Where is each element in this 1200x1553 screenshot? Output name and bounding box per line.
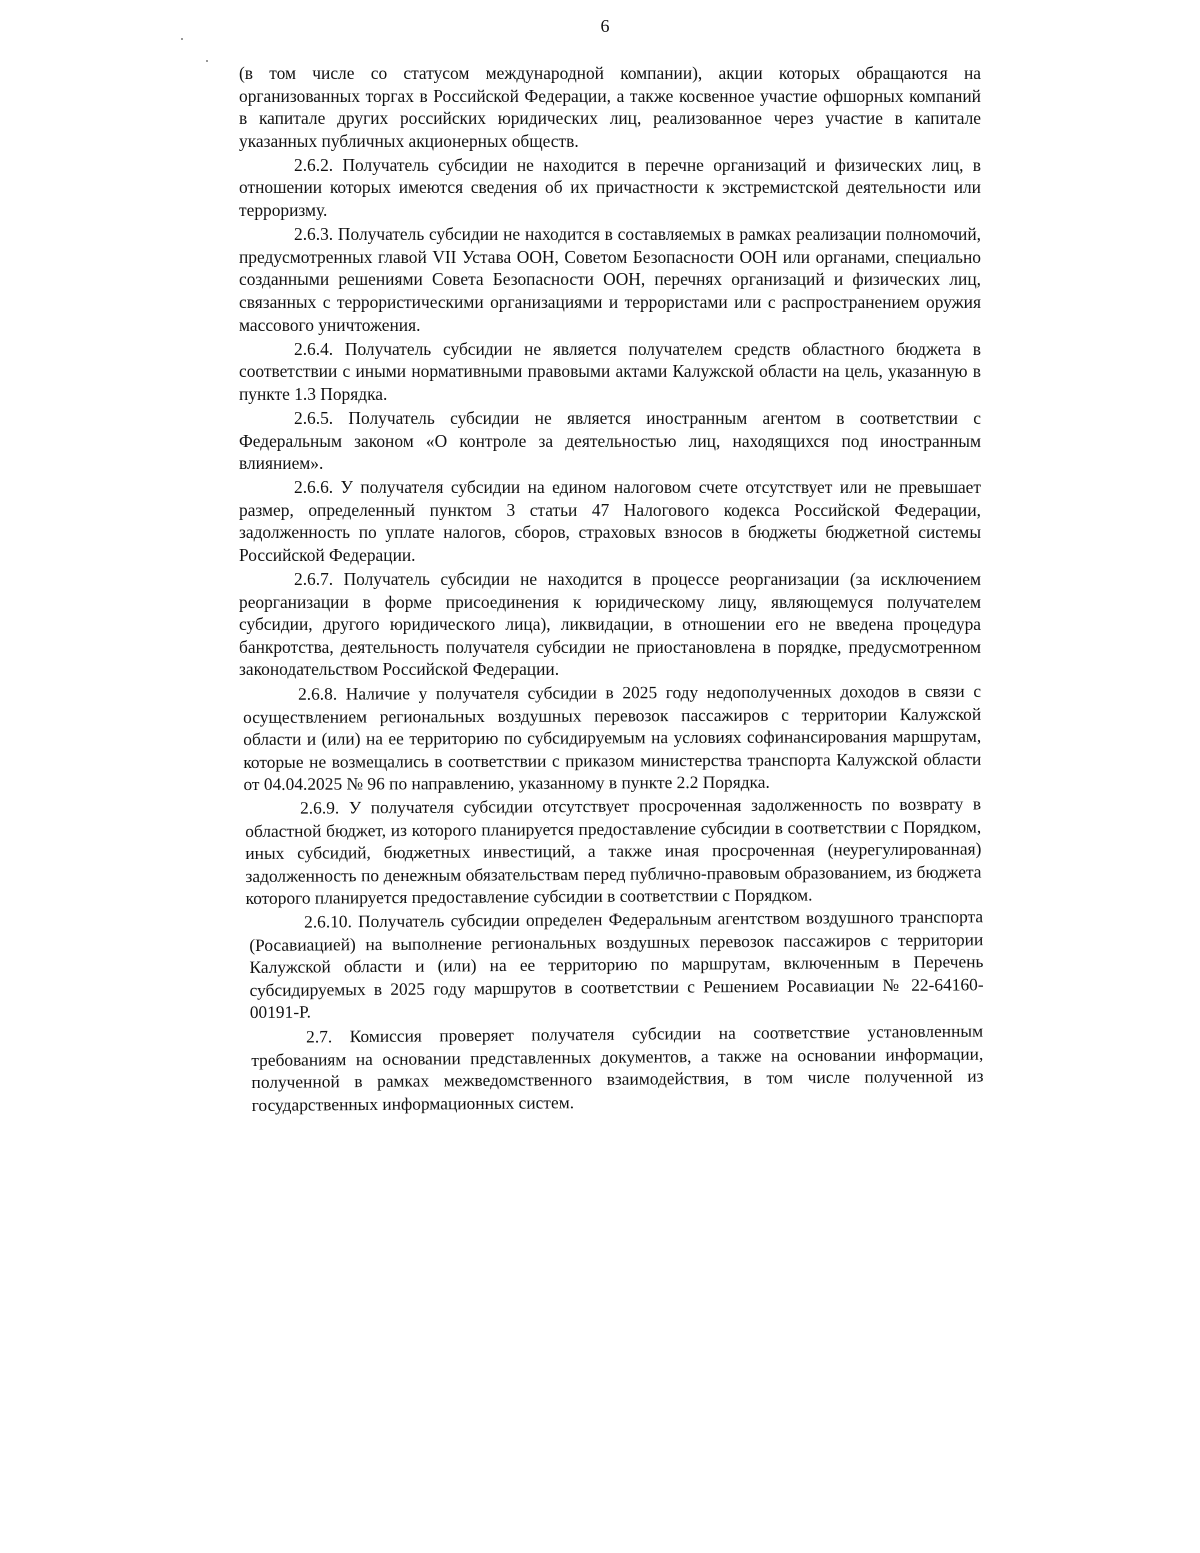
- paragraph-2-6-10: 2.6.10. Получатель субсидии определен Федеральным агентством воздушного транспорта (Росавиацией) на выполнение региональных воздушных перевозок пассажиров с территории Калужской области и (или) на ее территорию по маршрутам, включенным в Перечень субсидируемых в 2025 году маршрутов в соответствии с Решением Росавиации № 22-64160-00191-Р.: [249, 906, 984, 1023]
- paragraph-2-6-9: 2.6.9. У получателя субсидии отсутствует просроченная задолженность по возврату в областной бюджет, из которого планируется предоставление субсидии в соответствии с Порядком, иных субсидий, бюджетных инвестиций, а также иная просроченная (неурегулированная) задолженность по денежным обязательствам перед публично-правовым образованием, из бюджета которого планируется предоставление субсидии в соответствии с Порядком.: [245, 793, 982, 909]
- paragraph-2-6-7: 2.6.7. Получатель субсидии не находится в процессе реорганизации (за исключением реорганизации в форме присоединения к юридическому лицу, являющемуся получателем субсидии, другого юридического лица), ликвидации, в отношении его не введена процедура банкротства, деятельность получателя субсидии не приостановлена в порядке, предусмотренном законодательством Российской Федерации.: [239, 569, 981, 680]
- paragraph-2-6-3: 2.6.3. Получатель субсидии не находится в составляемых в рамках реализации полномочий, предусмотренных главой VII Устава ООН, Советом Безопасности ООН или органами, специально созданными решениями Совета Безопасности ООН, перечнях организаций и физических лиц, связанных с террористическими организациями и террористами или с распространением оружия массового уничтожения.: [239, 224, 981, 335]
- document-body: [239, 62, 984, 1116]
- paragraph-2-6-6: 2.6.6. У получателя субсидии на едином налоговом счете отсутствует или не превышает размер, определенный пунктом 3 статьи 47 Налогового кодекса Российской Федерации, задолженность по уплате налогов, сборов, страховых взносов в бюджеты бюджетной системы Российской Федерации.: [239, 477, 981, 565]
- paragraph-2-7: 2.7. Комиссия проверяет получателя субсидии на соответствие установленным требованиям на основании представленных документов, а также на основании информации, полученной в рамках межведомственного взаимодействия, в том числе полученной из государственных информационных систем.: [251, 1020, 984, 1115]
- paragraph-2-6-8: 2.6.8. Наличие у получателя субсидии в 2025 году недополученных доходов в связи с осуществлением региональных воздушных перевозок пассажиров с территории Калужской области и (или) на ее территорию по субсидируемым на условиях софинансирования маршрутам, которые не возмещались в соответствии с приказом министерства транспорта Калужской области от 04.04.2025 № 96 по направлению, указанному в пункте 2.2 Порядка.: [243, 680, 982, 794]
- paragraph-2-6-2: 2.6.2. Получатель субсидии не находится в перечне организаций и физических лиц, в отношении которых имеются сведения об их причастности к экстремистской деятельности или терроризму.: [239, 154, 981, 221]
- page-number: 6: [600, 16, 610, 36]
- paragraph-2-6-4: 2.6.4. Получатель субсидии не является получателем средств областного бюджета в соответствии с иными нормативными правовыми актами Калужской области на цель, указанную в пункте 1.3 Порядка.: [239, 338, 981, 404]
- scan-speck: [206, 60, 208, 62]
- paragraph-2-6-5: 2.6.5. Получатель субсидии не является иностранным агентом в соответствии с Федеральным законом «О контроле за деятельностью лиц, находящихся под иностранным влиянием».: [239, 407, 981, 474]
- paragraph-continuation: (в том числе со статусом международной компании), акции которых обращаются на организованных торгах в Российской Федерации, а также косвенное участие офшорных компаний в капитале других российских юридических лиц, реализованное через участие в капитале указанных публичных акционерных обществ.: [239, 63, 981, 151]
- scan-speck: [181, 38, 183, 40]
